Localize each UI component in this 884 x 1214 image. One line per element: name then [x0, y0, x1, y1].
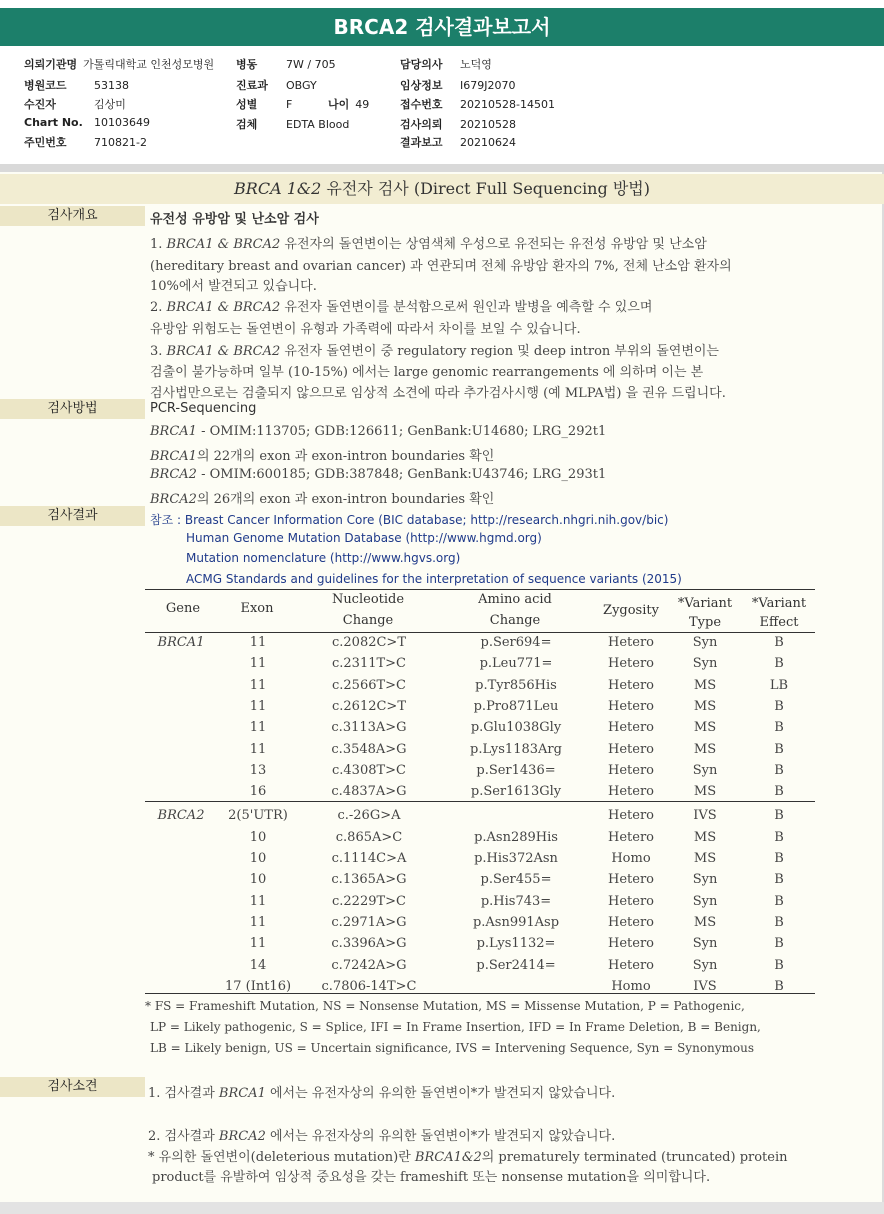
cell-variant-effect: B [774, 741, 784, 757]
cell-variant-effect: LB [769, 677, 789, 693]
cell-variant-type: Syn [692, 936, 718, 952]
cell-zygosity: Hetero [608, 741, 654, 757]
cell-variant-type: MS [693, 851, 717, 866]
cell-amino-acid: p.His372Asn [474, 851, 558, 866]
field-value: 노덕영 [460, 58, 492, 71]
cell-exon: 14 [249, 957, 267, 973]
cell-amino-acid: p.Asn991Asp [472, 914, 560, 930]
cell-variant-effect: B [774, 829, 784, 845]
field-value: 710821-2 [94, 136, 147, 149]
overview-line: 검사법만으로는 검출되지 않으므로 임상적 소견에 따라 추가검사시행 (예 MLPA법) 을 권유 드립니다. [150, 386, 726, 401]
col-header-zygosity: Zygosity [603, 603, 659, 618]
cell-gene: BRCA2 [157, 808, 205, 824]
overview-heading: 유전성 유방암 및 난소암 검사 [150, 212, 319, 227]
cell-nucleotide: c.2971A>G [331, 914, 407, 930]
method-line: BRCA1의 22개의 exon 과 exon-intron boundaries 확인 [150, 449, 495, 464]
field-resident-no [24, 134, 147, 150]
field-label: 주민번호 [24, 136, 67, 149]
method-line: BRCA1 - OMIM:113705; GDB:126611; GenBank:U14680; LRG_292t1 [150, 424, 607, 439]
field-request-date [400, 116, 516, 132]
col-header-variant-effect-2: Effect [759, 615, 799, 630]
cell-amino-acid: p.Ser1436= [476, 762, 556, 778]
section-label-findings: 검사소견 [0, 1077, 145, 1097]
field-label: 검사의뢰 [400, 118, 443, 131]
cell-nucleotide: c.3548A>G [331, 741, 407, 757]
field-value: 20210624 [460, 136, 516, 149]
section-divider [0, 164, 884, 172]
table-note: * FS = Frameshift Mutation, NS = Nonsense Mutation, MS = Missense Mutation, P = Pathogenic, [145, 999, 745, 1013]
cell-variant-effect: B [774, 720, 784, 736]
cell-nucleotide: c.1114C>A [331, 851, 407, 866]
cell-variant-type: Syn [692, 762, 718, 778]
cell-nucleotide: c.2566T>C [331, 677, 406, 693]
cell-amino-acid: p.Leu771= [479, 656, 553, 672]
cell-variant-type: MS [693, 914, 717, 930]
reference-acmg: ACMG Standards and guidelines for the interpretation of sequence variants (2015) [186, 572, 682, 586]
field-value: 49 [355, 98, 370, 111]
field-label: 수진자 [24, 98, 56, 111]
cell-variant-type: MS [693, 829, 717, 845]
cell-exon: 2(5'UTR) [228, 808, 288, 824]
cell-nucleotide: c.1365A>G [331, 872, 407, 888]
field-value: OBGY [286, 79, 317, 92]
cell-nucleotide: c.2229T>C [331, 893, 406, 909]
cell-zygosity: Hetero [608, 677, 654, 693]
cell-variant-effect: B [774, 698, 784, 714]
cell-variant-effect: B [774, 936, 784, 952]
cell-variant-type: Syn [692, 635, 718, 650]
cell-zygosity: Hetero [608, 893, 654, 909]
cell-variant-type: Syn [692, 957, 718, 973]
cell-exon: 11 [249, 720, 267, 736]
field-label: 담당의사 [400, 58, 443, 71]
field-value: EDTA Blood [286, 118, 350, 131]
test-title-method: 유전자 검사 (Direct Full Sequencing 방법) [321, 179, 650, 198]
field-label: 병원코드 [24, 79, 67, 92]
cell-exon: 10 [249, 872, 267, 888]
field-label: 결과보고 [400, 136, 443, 149]
cell-nucleotide: c.4308T>C [331, 762, 406, 778]
cell-exon: 11 [249, 936, 267, 952]
field-clinical-info [400, 77, 515, 93]
method-heading: PCR-Sequencing [150, 401, 257, 416]
table-top-rule [145, 589, 815, 590]
cell-nucleotide: c.3113A>G [331, 720, 407, 736]
finding-brca2: 2. 검사결과 BRCA2 에서는 유전자상의 유의한 돌연변이*가 발견되지 않았습니다. [148, 1129, 616, 1144]
cell-nucleotide: c.4837A>G [331, 784, 407, 800]
cell-amino-acid: p.Lys1132= [476, 936, 556, 952]
field-department [236, 77, 317, 93]
field-label: 접수번호 [400, 98, 443, 111]
table-note: LP = Likely pathogenic, S = Splice, IFI = In Frame Insertion, IFD = In Frame Deletion, B = Benign, [150, 1020, 761, 1034]
table-note: LB = Likely benign, US = Uncertain significance, IVS = Intervening Sequence, Syn = Synonymous [150, 1041, 755, 1055]
col-header-exon: Exon [240, 601, 274, 616]
field-label: 나이 [328, 98, 350, 111]
cell-zygosity: Homo [611, 851, 651, 866]
cell-exon: 17 (Int16) [224, 978, 292, 994]
cell-exon: 16 [249, 784, 267, 800]
cell-exon: 11 [249, 914, 267, 930]
reference-bic: 참조 : Breast Cancer Information Core (BIC database; http://research.nhgri.nih.gov/bic) [150, 513, 669, 527]
field-value: 20210528 [460, 118, 516, 131]
page-footer-strip [0, 1202, 884, 1214]
reference-hgmd: Human Genome Mutation Database (http://www.hgmd.org) [186, 531, 542, 545]
report-title-bar [0, 8, 884, 46]
cell-exon: 10 [249, 851, 267, 866]
cell-variant-effect: B [774, 872, 784, 888]
field-value: 김상미 [94, 98, 126, 111]
cell-variant-type: Syn [692, 893, 718, 909]
cell-variant-type: Syn [692, 872, 718, 888]
cell-variant-effect: B [774, 808, 784, 824]
col-header-variant-type-2: Type [688, 615, 722, 630]
cell-exon: 11 [249, 635, 267, 650]
cell-variant-effect: B [774, 893, 784, 909]
cell-zygosity: Hetero [608, 829, 654, 845]
field-value: 20210528-14501 [460, 98, 555, 111]
cell-variant-effect: B [774, 656, 784, 672]
field-value: 53138 [94, 79, 129, 92]
overview-line: 1. BRCA1 & BRCA2 유전자의 돌연변이는 상염색체 우성으로 유전되는 유전성 유방암 및 난소암 [150, 237, 707, 252]
cell-zygosity: Hetero [608, 784, 654, 800]
reference-hgvs: Mutation nomenclature (http://www.hgvs.org) [186, 551, 461, 565]
cell-variant-type: Syn [692, 656, 718, 672]
cell-exon: 11 [249, 656, 267, 672]
cell-nucleotide: c.7242A>G [331, 957, 407, 973]
cell-zygosity: Hetero [608, 635, 654, 650]
col-header-amino-acid-change: Change [489, 613, 541, 628]
cell-zygosity: Hetero [608, 720, 654, 736]
overview-line: (hereditary breast and ovarian cancer) 과 연관되며 전체 유방암 환자의 7%, 전체 난소암 환자의 [150, 259, 732, 274]
cell-zygosity: Hetero [608, 936, 654, 952]
overview-line: 검출이 불가능하며 일부 (10-15%) 에서는 large genomic rearrangements 에 의하며 이는 본 [150, 365, 704, 380]
cell-amino-acid: p.Lys1183Arg [470, 741, 562, 757]
cell-variant-effect: B [774, 914, 784, 930]
field-label: Chart No. [24, 116, 83, 129]
field-sex [236, 96, 292, 112]
table-group-rule [145, 801, 815, 802]
cell-amino-acid: p.Tyr856His [475, 677, 557, 693]
cell-nucleotide: c.-26G>A [337, 808, 401, 824]
cell-amino-acid: p.Asn289His [474, 829, 558, 845]
col-header-amino-acid: Amino acid [478, 592, 552, 607]
field-label: 성별 [236, 98, 258, 111]
field-value: 10103649 [94, 116, 150, 129]
field-chart-no [24, 116, 150, 129]
cell-amino-acid: p.Ser455= [480, 872, 552, 888]
col-header-variant-type: *Variant [677, 596, 733, 611]
table-header-rule [145, 632, 815, 633]
test-title [0, 174, 884, 204]
cell-amino-acid: p.His743= [480, 893, 552, 909]
cell-nucleotide: c.865A>C [335, 829, 403, 845]
cell-amino-acid: p.Glu1038Gly [470, 720, 562, 736]
col-header-nucleotide-change: Change [342, 613, 394, 628]
cell-zygosity: Hetero [608, 762, 654, 778]
cell-exon: 11 [249, 893, 267, 909]
field-ward [236, 56, 336, 72]
cell-variant-type: IVS [693, 978, 717, 994]
cell-exon: 11 [249, 677, 267, 693]
field-age [328, 96, 369, 112]
overview-line: 3. BRCA1 & BRCA2 유전자 돌연변이 중 regulatory region 및 deep intron 부위의 돌연변이는 [150, 344, 719, 359]
field-label: 진료과 [236, 79, 268, 92]
method-line: BRCA2의 26개의 exon 과 exon-intron boundaries 확인 [150, 492, 495, 507]
cell-gene: BRCA1 [157, 635, 205, 650]
cell-zygosity: Hetero [608, 656, 654, 672]
finding-brca1: 1. 검사결과 BRCA1 에서는 유전자상의 유의한 돌연변이*가 발견되지 않았습니다. [148, 1086, 616, 1101]
cell-variant-effect: B [774, 784, 784, 800]
cell-amino-acid: p.Ser1613Gly [470, 784, 562, 800]
field-physician [400, 56, 492, 72]
cell-variant-type: MS [693, 784, 717, 800]
cell-nucleotide: c.2612C>T [331, 698, 406, 714]
field-report-date [400, 134, 516, 150]
overview-line: 10%에서 발견되고 있습니다. [150, 279, 317, 294]
field-label: 임상정보 [400, 79, 443, 92]
field-patient-name [24, 96, 126, 112]
cell-nucleotide: c.3396A>G [331, 936, 407, 952]
cell-zygosity: Hetero [608, 914, 654, 930]
cell-variant-effect: B [774, 851, 784, 866]
overview-line: 2. BRCA1 & BRCA2 유전자 돌연변이를 분석함으로써 원인과 발병을 예측할 수 있으며 [150, 300, 653, 315]
cell-zygosity: Hetero [608, 872, 654, 888]
cell-amino-acid: p.Ser694= [480, 635, 552, 650]
report-title: BRCA2 검사결과보고서 [333, 15, 551, 39]
field-label: 의뢰기관명 [24, 58, 78, 71]
cell-variant-type: IVS [693, 808, 717, 824]
patient-info [0, 52, 884, 164]
field-label: 병동 [236, 58, 258, 71]
cell-variant-type: MS [693, 677, 717, 693]
field-value: 가톨릭대학교 인천성모병원 [83, 58, 215, 71]
cell-variant-type: MS [693, 720, 717, 736]
overview-line: 유방암 위험도는 돌연변이 유형과 가족력에 따라서 차이를 보일 수 있습니다. [150, 322, 581, 337]
field-hospital-code [24, 77, 129, 93]
field-label: 검체 [236, 118, 258, 131]
col-header-variant-effect: *Variant [751, 596, 807, 611]
cell-zygosity: Hetero [608, 957, 654, 973]
field-value: I679J2070 [460, 79, 516, 92]
cell-zygosity: Homo [611, 978, 651, 994]
test-title-gene: BRCA 1&2 [234, 179, 322, 198]
cell-exon: 11 [249, 741, 267, 757]
cell-variant-effect: B [774, 957, 784, 973]
field-institution [24, 56, 214, 72]
cell-exon: 13 [249, 762, 267, 778]
cell-amino-acid: p.Ser2414= [476, 957, 556, 973]
section-label-result: 검사결과 [0, 506, 145, 526]
cell-nucleotide: c.7806-14T>C [321, 978, 417, 994]
cell-nucleotide: c.2311T>C [331, 656, 406, 672]
finding-footnote: product를 유발하여 임상적 중요성을 갖는 frameshift 또는 nonsense mutation을 의미합니다. [152, 1170, 711, 1185]
field-value: F [286, 98, 293, 111]
cell-zygosity: Hetero [608, 808, 654, 824]
field-receipt-no [400, 96, 555, 112]
cell-variant-effect: B [774, 978, 784, 994]
field-specimen [236, 116, 349, 132]
cell-nucleotide: c.2082C>T [331, 635, 406, 650]
col-header-nucleotide: Nucleotide [331, 592, 405, 607]
cell-amino-acid: p.Pro871Leu [473, 698, 559, 714]
finding-footnote: * 유의한 돌연변이(deleterious mutation)란 BRCA1&2의 prematurely terminated (truncated) protein [148, 1150, 788, 1165]
field-value: 7W / 705 [286, 58, 336, 71]
method-line: BRCA2 - OMIM:600185; GDB:387848; GenBank:U43746; LRG_293t1 [150, 467, 607, 482]
cell-exon: 11 [249, 698, 267, 714]
col-header-gene: Gene [165, 601, 201, 616]
cell-variant-type: MS [693, 741, 717, 757]
cell-variant-effect: B [774, 635, 784, 650]
cell-variant-effect: B [774, 762, 784, 778]
section-label-overview: 검사개요 [0, 206, 145, 226]
cell-zygosity: Hetero [608, 698, 654, 714]
cell-variant-type: MS [693, 698, 717, 714]
cell-exon: 10 [249, 829, 267, 845]
section-label-method: 검사방법 [0, 399, 145, 419]
